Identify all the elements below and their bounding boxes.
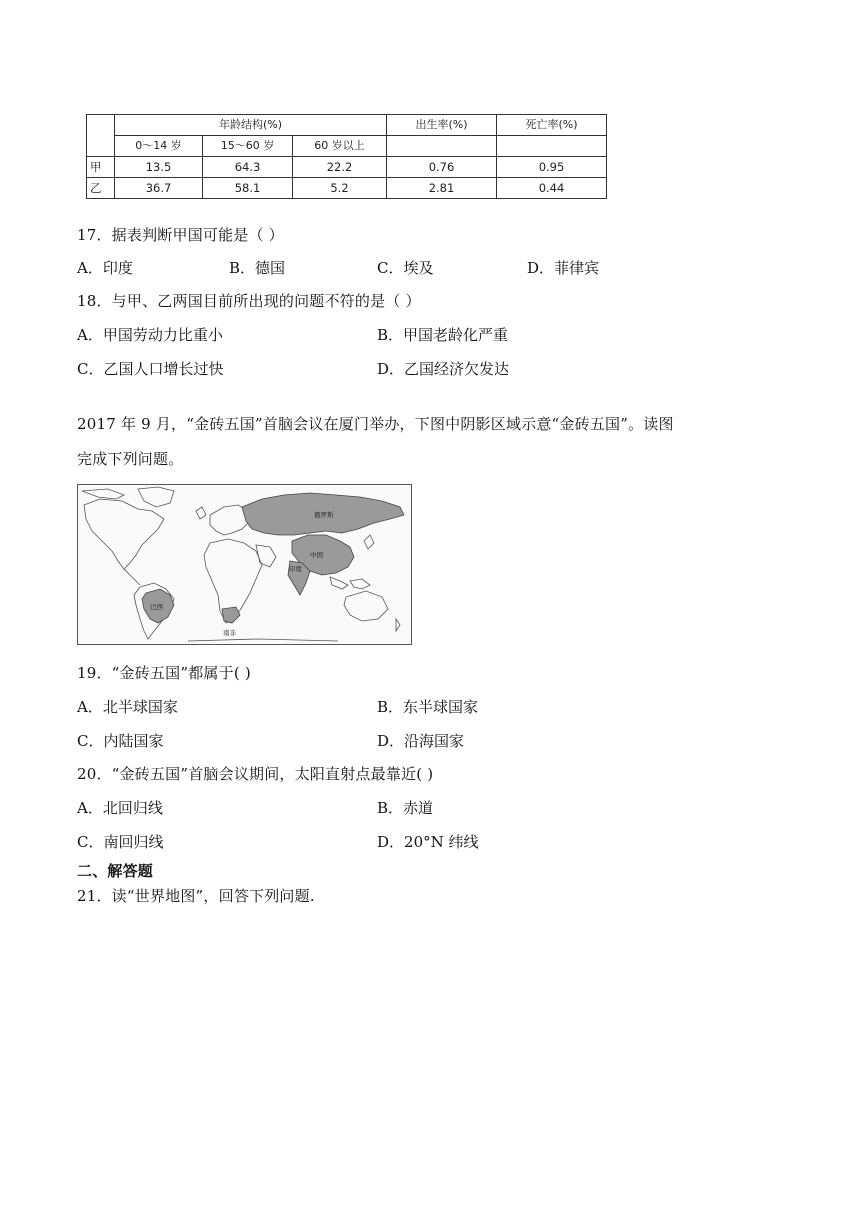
- q19-option-a[interactable]: A．北半球国家: [77, 698, 178, 716]
- q18-option-b[interactable]: B．甲国老龄化严重: [377, 326, 509, 344]
- passage-line-1: 2017 年 9 月，“金砖五国”首脑会议在厦门举办，下图中阴影区域示意“金砖五国”。读图: [77, 415, 674, 433]
- q18-option-c[interactable]: C．乙国人口增长过快: [77, 360, 224, 378]
- question-18-stem: 18．与甲、乙两国目前所出现的问题不符的是（ ）: [77, 292, 421, 310]
- row-label-jia: 甲: [87, 157, 115, 178]
- question-20-stem: 20．“金砖五国”首脑会议期间，太阳直射点最靠近( ): [77, 765, 434, 783]
- brics-shaded-regions: [142, 493, 404, 623]
- map-label-south-africa: 南非: [223, 629, 236, 637]
- q20-option-b[interactable]: B．赤道: [377, 799, 434, 817]
- age-structure-header: 年龄结构(%): [115, 115, 387, 136]
- population-table-image: [86, 114, 606, 198]
- q17-option-c[interactable]: C．埃及: [377, 259, 434, 277]
- map-label-china: 中国: [310, 551, 323, 559]
- question-17-stem: 17．据表判断甲国可能是（ ）: [77, 226, 284, 244]
- map-label-russia: 俄罗斯: [314, 511, 334, 519]
- cell-yi-death-rate: 0.44: [497, 178, 607, 199]
- q20-option-c[interactable]: C．南回归线: [77, 833, 164, 851]
- cell-jia-0-14: 13.5: [115, 157, 203, 178]
- cell-yi-birth-rate: 2.81: [387, 178, 497, 199]
- cell-yi-0-14: 36.7: [115, 178, 203, 199]
- q19-option-c[interactable]: C．内陆国家: [77, 732, 164, 750]
- q19-option-d[interactable]: D．沿海国家: [377, 732, 465, 750]
- table-row: [87, 178, 607, 199]
- cell-yi-60-plus: 5.2: [293, 178, 387, 199]
- q19-option-b[interactable]: B．东半球国家: [377, 698, 479, 716]
- map-label-brazil: 巴西: [150, 603, 163, 611]
- q17-option-a[interactable]: A．印度: [77, 259, 133, 277]
- cell-jia-15-60: 64.3: [203, 157, 293, 178]
- cell-jia-60-plus: 22.2: [293, 157, 387, 178]
- cell-jia-birth-rate: 0.76: [387, 157, 497, 178]
- passage-line-2: 完成下列问题。: [77, 450, 184, 468]
- table-corner-cell: [87, 115, 115, 157]
- row-label-yi: 乙: [87, 178, 115, 199]
- age-60-plus-header: 60 岁以上: [293, 136, 387, 157]
- age-0-14-header: 0～14 岁: [115, 136, 203, 157]
- cell-yi-15-60: 58.1: [203, 178, 293, 199]
- q17-option-b[interactable]: B．德国: [229, 259, 286, 277]
- q20-option-d[interactable]: D．20°N 纬线: [377, 833, 479, 851]
- question-19-stem: 19．“金砖五国”都属于( ): [77, 664, 251, 682]
- cell-jia-death-rate: 0.95: [497, 157, 607, 178]
- question-21-stem: 21．读“世界地图”，回答下列问题.: [77, 887, 315, 905]
- map-label-india: 印度: [289, 565, 302, 573]
- q17-option-d[interactable]: D．菲律宾: [527, 259, 600, 277]
- age-15-60-header: 15～60 岁: [203, 136, 293, 157]
- birth-rate-subheader-empty: [387, 136, 497, 157]
- death-rate-subheader-empty: [497, 136, 607, 157]
- q18-option-a[interactable]: A．甲国劳动力比重小: [77, 326, 223, 344]
- section-2-title: 二、解答题: [77, 862, 154, 880]
- q20-option-a[interactable]: A．北回归线: [77, 799, 163, 817]
- brics-world-map: [77, 484, 412, 645]
- q18-option-d[interactable]: D．乙国经济欠发达: [377, 360, 510, 378]
- death-rate-header: 死亡率(%): [497, 115, 607, 136]
- south-africa-shape: [222, 607, 240, 623]
- birth-rate-header: 出生率(%): [387, 115, 497, 136]
- population-table: [86, 114, 607, 199]
- table-row: [87, 157, 607, 178]
